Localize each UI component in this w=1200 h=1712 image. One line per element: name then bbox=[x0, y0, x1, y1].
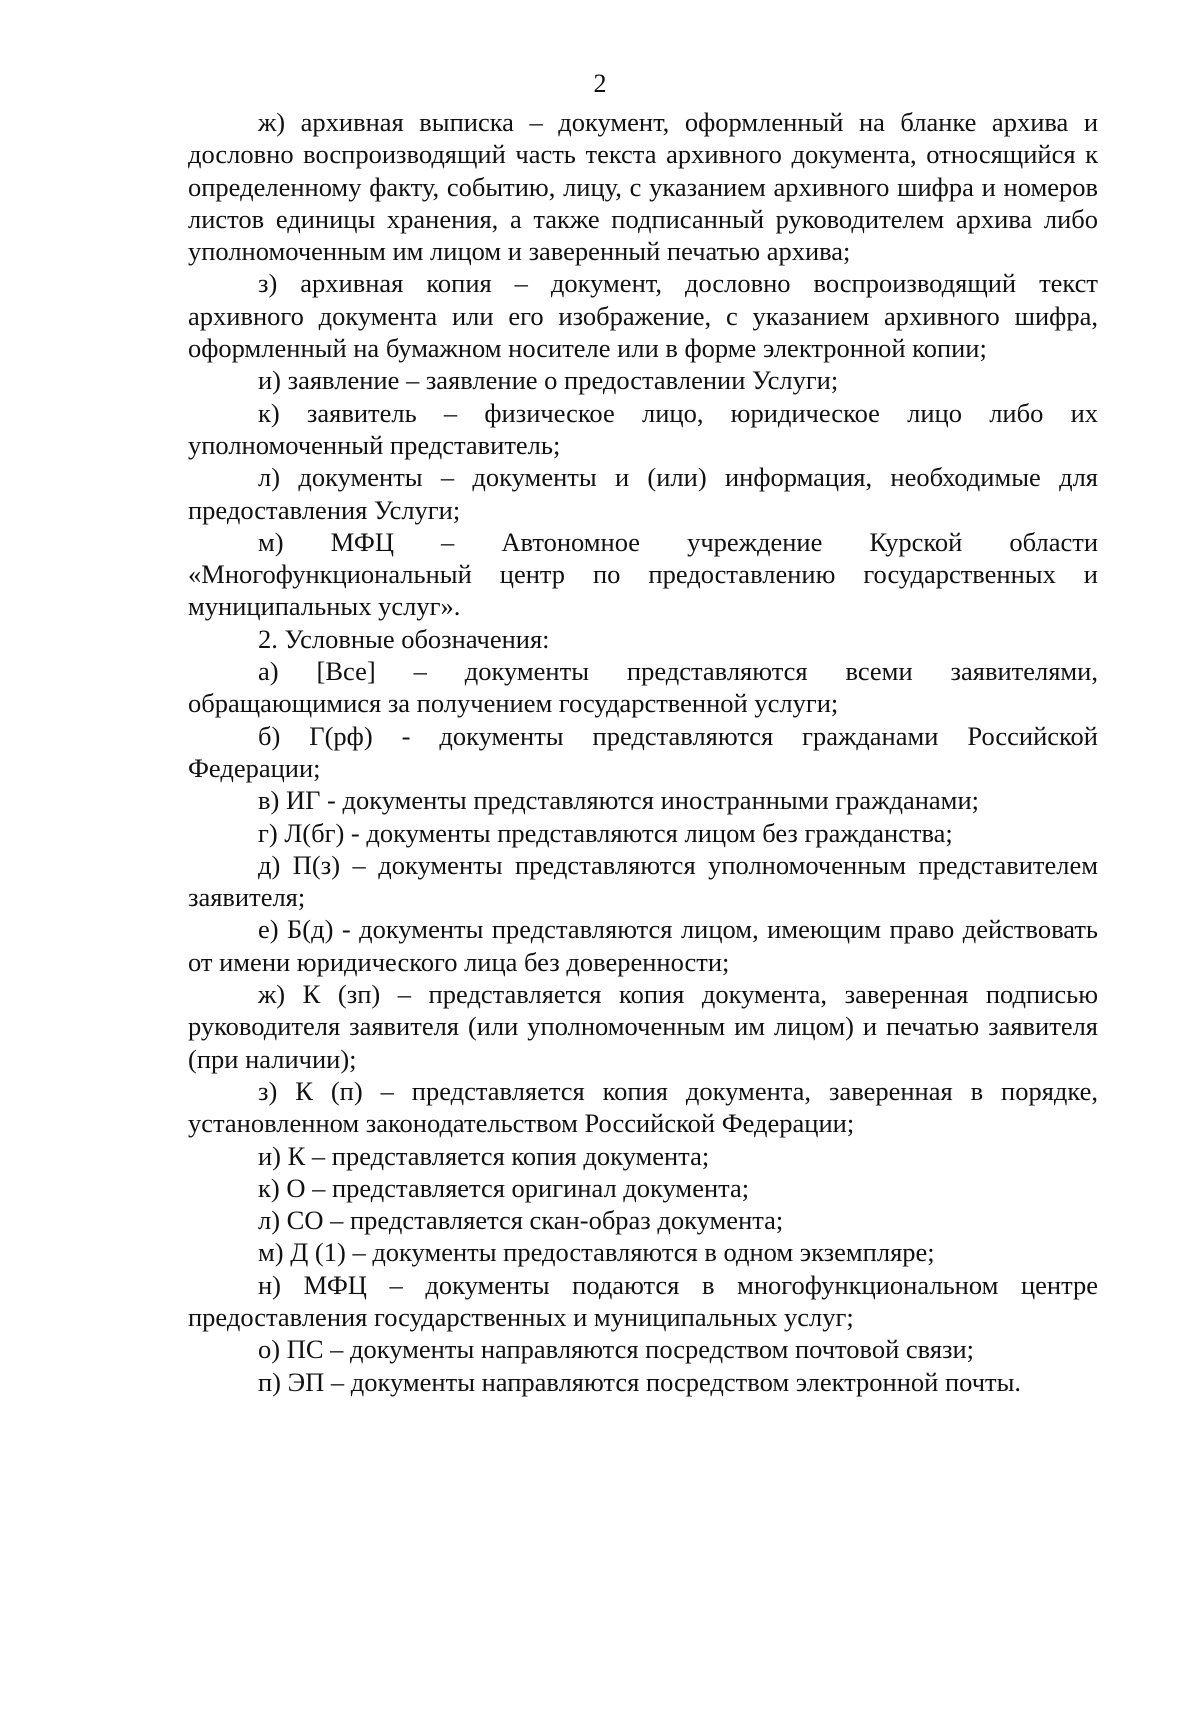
definition-zayavlenie: и) заявление – заявление о предоставлении Услуги; bbox=[258, 365, 839, 396]
symbol-o: к) О – представляется оригинал документа; bbox=[258, 1172, 750, 1203]
definition-arkhivnaya-kopiya: з) архивная копия – документ, дословно воспроизводящий текст архивного документа или его изображение, с указанием архивного шифра, оформленный на бумажном носителе или в форме электронной копии; bbox=[188, 268, 1098, 364]
symbol-vse: а) [Все] – документы представляются всеми заявителями, обращающимися за получением государственной услуги; bbox=[188, 656, 1098, 719]
definition-zayavitel: к) заявитель – физическое лицо, юридическое лицо либо их уполномоченный представитель; bbox=[188, 397, 1098, 460]
symbol-pz: д) П(з) – документы представляются уполномоченным представителем заявителя; bbox=[188, 849, 1098, 913]
symbol-bd: е) Б(д) - документы представляются лицом, имеющим право действовать от имени юридического лица без доверенности; bbox=[188, 914, 1098, 977]
symbol-mfc: н) МФЦ – документы подаются в многофункциональном центре предоставления государственных и муниципальных услуг; bbox=[188, 1269, 1098, 1332]
symbol-so: л) СО – представляется скан-образ документа; bbox=[258, 1205, 784, 1236]
definition-mfc: м) МФЦ – Автономное учреждение Курской области «Многофункциональный центр по предоставлению государственных и муниципальных услуг». bbox=[188, 526, 1098, 622]
definition-arkhivnaya-vypiska: ж) архивная выписка – документ, оформленный на бланке архива и дословно воспроизводящий часть текста архивного документа, относящийся к определенному факту, событию, лицу, с указанием архивного шифра и номеров листов единицы хранения, а также подписанный руководителем архива либо уполномоченным им лицом и заверенный печатью архива; bbox=[188, 107, 1098, 267]
symbol-ep: п) ЭП – документы направляются посредством электронной почты. bbox=[258, 1366, 1022, 1397]
document-body bbox=[188, 106, 1098, 1398]
symbol-d1: м) Д (1) – документы предоставляются в одном экземпляре; bbox=[258, 1237, 935, 1268]
symbol-ig: в) ИГ - документы представляются иностранными гражданами; bbox=[258, 785, 979, 816]
symbol-lbg: г) Л(бг) - документы представляются лицом без гражданства; bbox=[258, 817, 953, 848]
symbol-k-p: з) К (п) – представляется копия документа, заверенная в порядке, установленном законодательством Российской Федерации; bbox=[188, 1075, 1098, 1139]
symbol-k: и) К – представляется копия документа; bbox=[258, 1140, 710, 1171]
section-heading-symbols: 2. Условные обозначения: bbox=[258, 623, 550, 654]
page-number: 2 bbox=[593, 69, 607, 98]
symbol-ps: о) ПС – документы направляются посредством почтовой связи; bbox=[258, 1334, 975, 1365]
symbol-k-zp: ж) К (зп) – представляется копия документа, заверенная подписью руководителя заявителя (или уполномоченным им лицом) и печатью заявителя (при наличии); bbox=[188, 979, 1098, 1074]
symbol-grf: б) Г(рф) - документы представляются гражданами Российской Федерации; bbox=[188, 720, 1098, 783]
definition-dokumenty: л) документы – документы и (или) информация, необходимые для предоставления Услуги; bbox=[188, 462, 1098, 525]
